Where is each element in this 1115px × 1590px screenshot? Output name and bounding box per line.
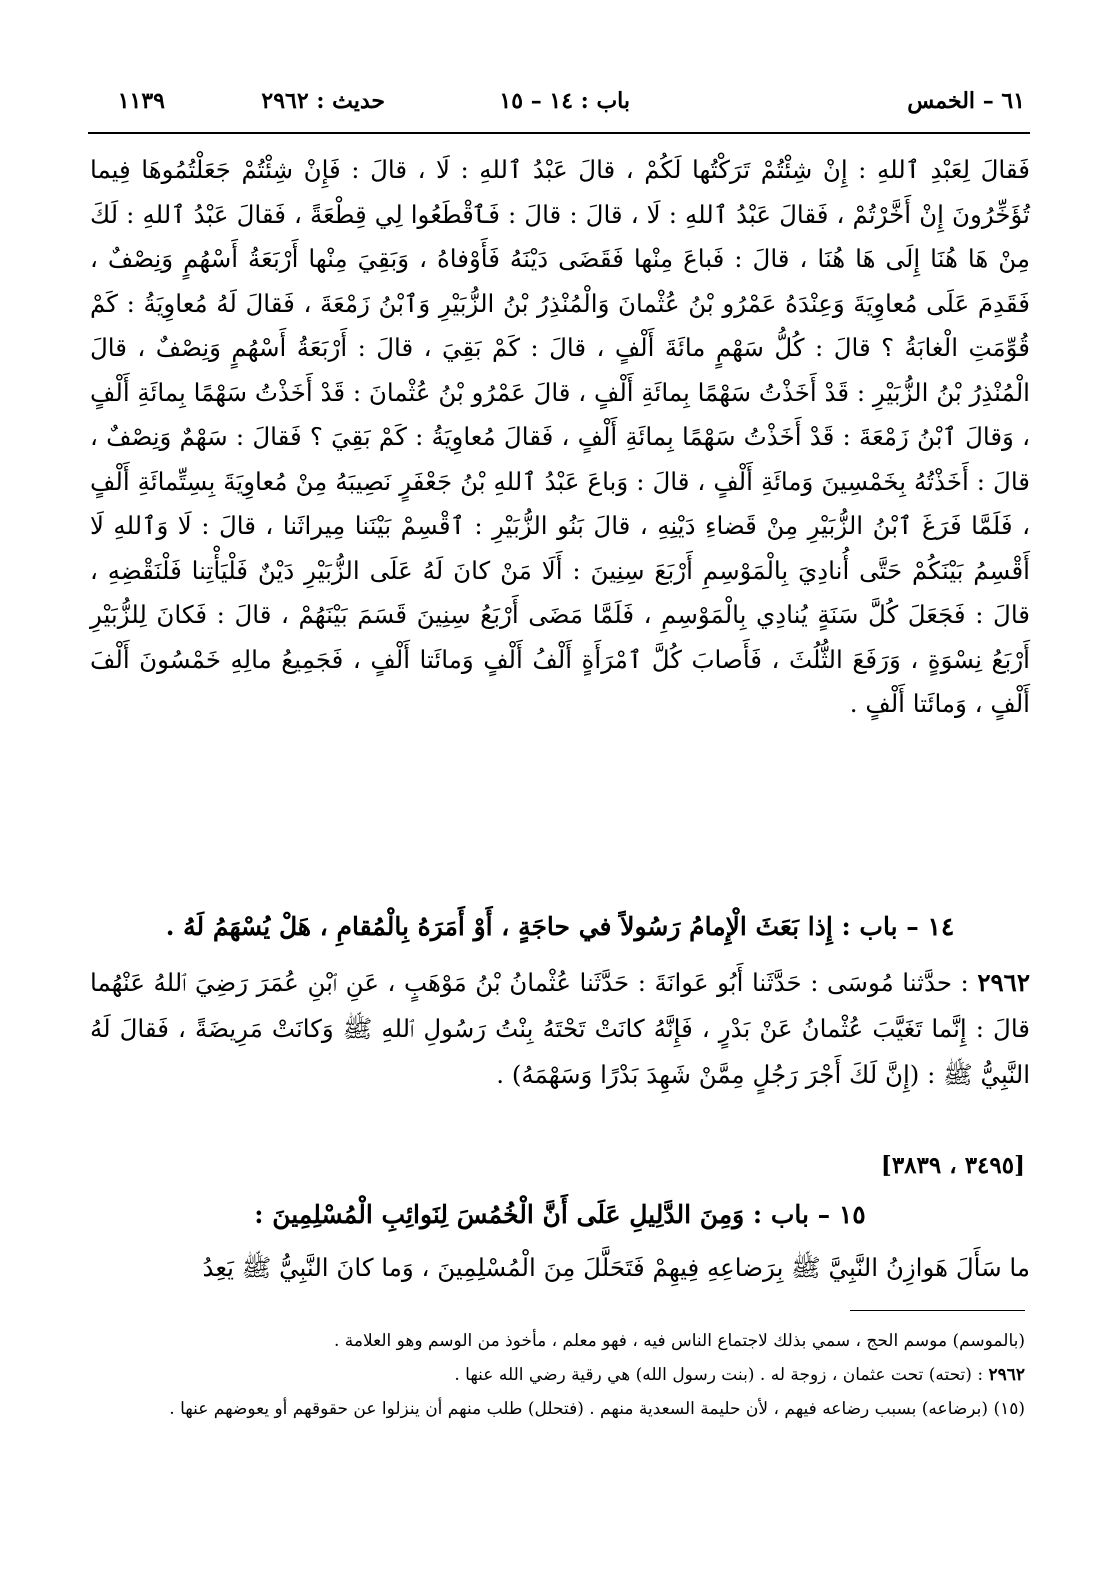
continued-paragraph: فَقالَ لِعَبْدِ ٱللهِ : إِنْ شِئْتُمْ تَرَكْتُها لَكُمْ ، قالَ عَبْدُ ٱللهِ : لَا ، قالَ : فَإِنْ شِئْتُمْ جَعَلْتُمُوهَا فِيما تُؤَخِّرُونَ إِنْ أَخَّرْتُمْ ، فَقالَ عَبْدُ ٱللهِ : لَا ، قالَ : قالَ : فَٱقْطَعُوا لِي قِطْعَةً ، فَقالَ عَبْدُ ٱللهِ : لَكَ مِنْ هَا هُنَا إِلَى هَا هُنَا ، قالَ : فَباعَ مِنْها فَقَضَى دَيْنَهُ فَأَوْفاهُ ، وَبَقِيَ مِنْها أَرْبَعَةُ أَسْهُمٍ وَنِصْفٌ ، فَقَدِمَ عَلَى مُعاوِيَةَ وَعِنْدَهُ عَمْرُو بْنُ عُثْمانَ وَالْمُنْذِرُ بْنُ الزُّبَيْرِ وَٱبْنُ زَمْعَةَ ، فَقالَ لَهُ مُعاوِيَةُ : كَمْ قُوِّمَتِ الْغابَةُ ؟ قالَ : كُلُّ سَهْمٍ مائَةَ أَلْفٍ ، قالَ : كَمْ بَقِيَ ، قالَ : أَرْبَعَةُ أَسْهُمٍ وَنِصْفٌ ، قالَ الْمُنْذِرُ بْنُ الزُّبَيْرِ : قَدْ أَخَذْتُ سَهْمًا بِمائَةِ أَلْفٍ ، قالَ عَمْرُو بْنُ عُثْمانَ : قَدْ أَخَذْتُ سَهْمًا بِمائَةِ أَلْفٍ ، وَقالَ ٱبْنُ زَمْعَةَ : قَدْ أَخَذْتُ سَهْمًا بِمائَةِ أَلْفٍ ، فَقالَ مُعاوِيَةُ : كَمْ بَقِيَ ؟ فَقالَ : سَهْمٌ وَنِصْفٌ ، قالَ : أَخَذْتُهُ بِخَمْسِينَ وَمائَةِ أَلْفٍ ، قالَ : وَباعَ عَبْدُ ٱللهِ بْنُ جَعْفَرٍ نَصِيبَهُ مِنْ مُعاوِيَةَ بِسِتِّمائَةِ أَلْفٍ ، فَلَمَّا فَرَغَ ٱبْنُ الزُّبَيْرِ مِنْ قَضاءِ دَيْنِهِ ، قالَ بَنُو الزُّبَيْرِ : ٱقْسِمْ بَيْنَنا مِيراثَنا ، قالَ : لَا وَٱللهِ لَا أَقْسِمُ بَيْنَكُمْ حَتَّى أُنادِيَ بِالْمَوْسِمِ أَرْبَعَ سِنِينَ : أَلَا مَنْ كانَ لَهُ عَلَى الزُّبَيْرِ دَيْنٌ فَلْيَأْتِنا فَلْنَقْضِهِ ، قالَ : فَجَعَلَ كُلَّ سَنَةٍ يُنادِي بِالْمَوْسِمِ ، فَلَمَّا مَضَى أَرْبَعُ سِنِينَ قَسَمَ بَيْنَهُمْ ، قالَ : فَكانَ لِلزُّبَيْرِ أَرْبَعُ نِسْوَةٍ ، وَرَفَعَ الثُّلُثَ ، فَأَصابَ كُلَّ ٱمْرَأَةٍ أَلْفُ أَلْفٍ وَمائَتا أَلْفٍ ، فَجَمِيعُ مالِهِ خَمْسُونَ أَلْفَ أَلْفٍ ، وَمائَتا أَلْفٍ . xyxy=(90,155,1030,718)
footnote-divider xyxy=(850,1310,1025,1311)
hadith-text: : حدَّثنا مُوسَى : حَدَّثَنا أَبُو عَوانَةَ : حَدَّثَنا عُثْمانُ بْنُ مَوْهَبٍ ، عَنِ ٱبْنِ عُمَرَ رَضِيَ ٱللهُ عَنْهُما قالَ : إِنَّما تَغَيَّبَ عُثْمانُ عَنْ بَدْرٍ ، فَإِنَّهُ كانَتْ تَحْتَهُ بِنْتُ رَسُولِ ٱللهِ ﷺ وَكانَتْ مَرِيضَةً ، فَقالَ لَهُ النَّبِيُّ ﷺ : (إِنَّ لَكَ أَجْرَ رَجُلٍ مِمَّنْ شَهِدَ بَدْرًا وَسَهْمَهُ) . xyxy=(90,968,1030,1089)
chapter-title: ٦١ – الخمس xyxy=(907,88,1025,114)
footnotes xyxy=(140,1325,1025,1427)
footnote-2-text: : (تحته) تحت عثمان ، زوجة له . (بنت رسول الله) هي رقية رضي الله عنها . xyxy=(454,1365,984,1385)
footnote-3 xyxy=(140,1393,1025,1425)
footnote-3-number: (١٥) xyxy=(993,1399,1025,1419)
footnote-2-number: ٢٩٦٢ xyxy=(988,1365,1025,1385)
section-15-text: ما سَأَلَ هَوازِنُ النَّبِيَّ ﷺ بِرَضاعِهِ فِيهِمْ فَتَحَلَّلَ مِنَ الْمُسْلِمِينَ ، وَما كانَ النَّبِيُّ ﷺ يَعِدُ xyxy=(202,1253,1030,1282)
section-15-title: ١٥ – باب : وَمِنَ الدَّلِيلِ عَلَى أَنَّ الْخُمُسَ لِنَوائِبِ الْمُسْلِمِينَ : xyxy=(254,1200,866,1229)
footnote-3-text: (برضاعه) بسبب رضاعه فيهم ، لأن حليمة السعدية منهم . (فتحلل) طلب منهم أن ينزلوا عن حقوقهم أو يعوضهم عنها . xyxy=(169,1399,989,1419)
bab-range: باب : ١٤ – ١٥ xyxy=(499,88,630,114)
hadith-2962 xyxy=(90,960,1030,1098)
section-14-title: ١٤ – باب : إِذا بَعَثَ الْإِمامُ رَسُولاً في حاجَةٍ ، أَوْ أَمَرَهُ بِالْمُقامِ ، هَلْ يُسْهَمُ لَهُ . xyxy=(165,912,955,941)
hadith-number-label: ٢٩٦٢ xyxy=(977,968,1030,997)
footnote-2 xyxy=(140,1359,1025,1391)
footnote-1: (بالموسم) موسم الحج ، سمي بذلك لاجتماع الناس فيه ، فهو معلم ، مأخوذ من الوسم وهو العلامة . xyxy=(333,1331,1025,1351)
header-divider xyxy=(88,132,1030,134)
running-header xyxy=(100,88,1025,128)
main-text xyxy=(90,148,1030,727)
hadith-number: حديث : ٢٩٦٢ xyxy=(261,88,385,114)
cross-reference: [٣٤٩٥ ، ٣٨٣٩] xyxy=(880,1152,1025,1179)
page-number: ١١٣٩ xyxy=(117,88,165,114)
